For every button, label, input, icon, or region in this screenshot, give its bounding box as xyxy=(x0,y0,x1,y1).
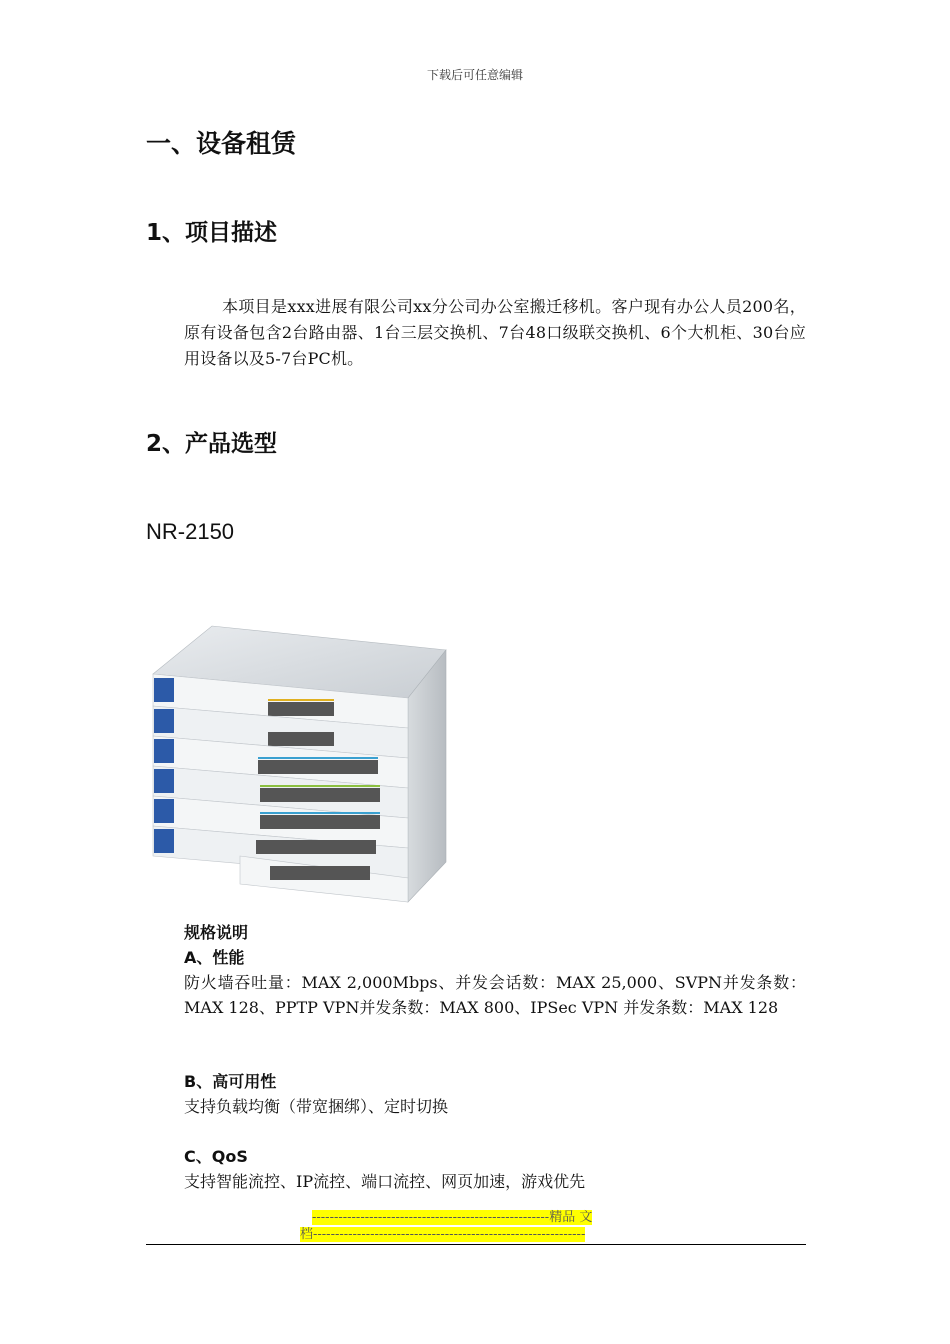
page-footer xyxy=(300,1209,650,1243)
section-title-equipment-rental: 一、设备租赁 xyxy=(146,129,297,158)
footer-line-1: ------------------------------------------------------精品 文 xyxy=(312,1210,593,1225)
spec-b-title: B、高可用性 xyxy=(184,1072,277,1091)
spec-a-text: 防火墙吞吐量：MAX 2,000Mbps、并发会话数：MAX 25,000、SVPN并发条数：MAX 128、PPTP VPN并发条数：MAX 800、IPSec VPN 并发条数：MAX 128 xyxy=(184,973,806,1017)
footer-divider xyxy=(146,1244,806,1245)
spec-c-title: C、QoS xyxy=(184,1147,248,1166)
product-model: NR-2150 xyxy=(146,519,235,544)
section-title-project-description: 1、项目描述 xyxy=(146,220,278,246)
page-header: 下载后可任意编辑 xyxy=(426,68,523,82)
spec-c-text: 支持智能流控、IP流控、端口流控、网页加速，游戏优先 xyxy=(184,1172,586,1191)
switch-stack-illustration xyxy=(150,622,448,914)
footer-line-2: 档-------------------------------------------------------------- xyxy=(300,1227,586,1242)
project-description-paragraph: 本项目是xxx进展有限公司xx分公司办公室搬迁移机。客户现有办公人员200名，原有设备包含2台路由器、1台三层交换机、7台48口级联交换机、6个大机柜、30台应用设备以及5-7台PC机。 xyxy=(184,297,806,368)
spec-title: 规格说明 xyxy=(184,923,249,942)
spec-b-text: 支持负载均衡（带宽捆绑）、定时切换 xyxy=(184,1097,449,1116)
spec-a-title: A、性能 xyxy=(184,948,245,967)
product-image xyxy=(150,622,448,914)
section-title-product-selection: 2、产品选型 xyxy=(146,431,278,457)
